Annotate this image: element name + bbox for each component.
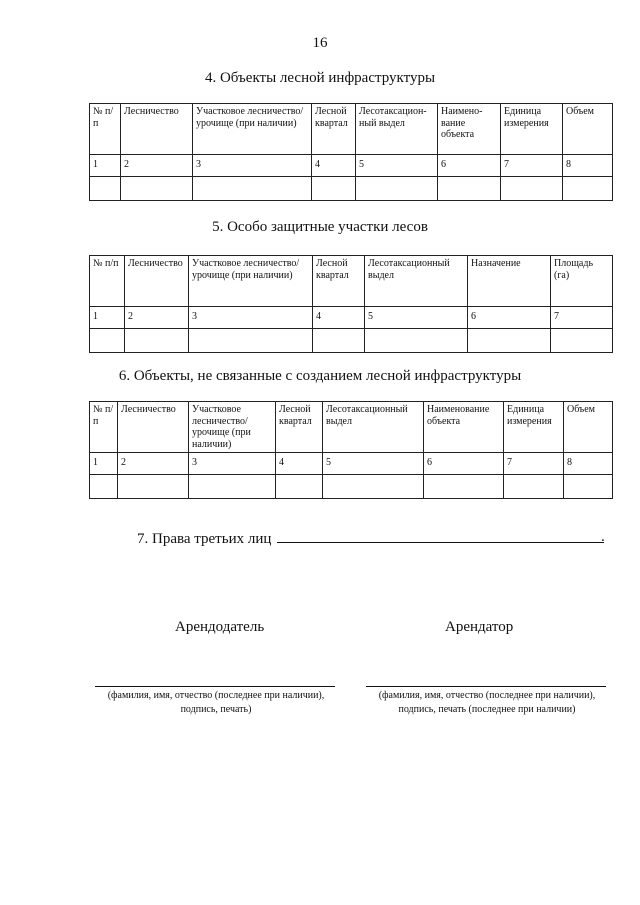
column-number-cell: 3 [189,307,313,329]
column-number-cell: 1 [90,307,125,329]
lessor-title: Арендодатель [175,619,265,635]
header-cell: Участковое лесничество/урочище (при наличии) [189,256,313,307]
empty-cell[interactable] [468,329,551,353]
third-party-rights-period: . [601,529,605,545]
column-number-cell: 1 [90,155,121,177]
header-cell: Единица измерения [504,402,564,453]
header-cell: № п/п [90,256,125,307]
column-number-cell: 6 [424,453,504,475]
header-cell: Лесной квартал [276,402,323,453]
empty-cell[interactable] [365,329,468,353]
column-number-cell: 5 [356,155,438,177]
empty-cell[interactable] [312,177,356,201]
lessor-signature-caption: (фамилия, имя, отчество (последнее при наличии), подпись, печать) [107,690,325,715]
empty-cell[interactable] [121,177,193,201]
header-cell: № п/п [90,104,121,155]
empty-cell[interactable] [501,177,563,201]
empty-cell[interactable] [563,177,613,201]
column-number-row [90,155,613,177]
section-5-title: 5. Особо защитные участки лесов [212,219,428,235]
header-cell: Единица измерения [501,104,563,155]
empty-cell[interactable] [118,475,189,499]
column-number-cell: 2 [118,453,189,475]
column-number-cell: 3 [193,155,312,177]
header-row [90,402,613,453]
header-cell: Наименование объекта [424,402,504,453]
header-cell: Лесничество [118,402,189,453]
empty-cell[interactable] [438,177,501,201]
page-number: 16 [312,35,328,51]
empty-data-row [90,475,613,499]
empty-data-row [90,329,613,353]
empty-cell[interactable] [90,177,121,201]
section-4-title: 4. Объекты лесной инфраструктуры [204,70,436,86]
empty-data-row [90,177,613,201]
column-number-cell: 1 [90,453,118,475]
column-number-cell: 3 [189,453,276,475]
empty-cell[interactable] [504,475,564,499]
lessee-title: Арендатор [445,619,514,635]
column-number-row [90,453,613,475]
empty-cell[interactable] [276,475,323,499]
column-number-cell: 8 [563,155,613,177]
protected-forest-areas-table [89,255,613,353]
column-number-cell: 2 [125,307,189,329]
lessor-signature-line[interactable] [95,686,335,687]
column-number-cell: 7 [551,307,613,329]
header-cell: Наимено-вание объекта [438,104,501,155]
column-number-cell: 7 [501,155,563,177]
empty-cell[interactable] [90,475,118,499]
column-number-row [90,307,613,329]
empty-cell[interactable] [90,329,125,353]
empty-cell[interactable] [313,329,365,353]
column-number-cell: 8 [564,453,613,475]
third-party-rights [137,529,604,548]
column-number-cell: 6 [468,307,551,329]
header-row [90,256,613,307]
header-cell: Лесничество [121,104,193,155]
column-number-cell: 4 [313,307,365,329]
header-cell: Площадь (га) [551,256,613,307]
header-cell: Лесной квартал [312,104,356,155]
header-cell: Лесной квартал [313,256,365,307]
header-cell: Лесотаксацион-ный выдел [356,104,438,155]
header-cell: Участковое лесничество/ урочище (при наличии) [189,402,276,453]
header-row [90,104,613,155]
header-cell: Назначение [468,256,551,307]
column-number-cell: 2 [121,155,193,177]
header-cell: Участковое лесничество/урочище (при наличии) [193,104,312,155]
header-cell: Объем [563,104,613,155]
empty-cell[interactable] [125,329,189,353]
empty-cell[interactable] [193,177,312,201]
empty-cell[interactable] [356,177,438,201]
header-cell: Лесотаксационный выдел [365,256,468,307]
third-party-rights-label: 7. Права третьих лиц [137,531,272,547]
lessee-signature-caption: (фамилия, имя, отчество (последнее при наличии), подпись, печать (последнее при наличии) [378,690,596,715]
header-cell: № п/п [90,402,118,453]
third-party-rights-blank-line[interactable] [277,529,604,543]
empty-cell[interactable] [189,475,276,499]
column-number-cell: 4 [276,453,323,475]
column-number-cell: 4 [312,155,356,177]
column-number-cell: 5 [323,453,424,475]
non-infrastructure-objects-table [89,401,613,499]
empty-cell[interactable] [551,329,613,353]
empty-cell[interactable] [564,475,613,499]
header-cell: Объем [564,402,613,453]
column-number-cell: 7 [504,453,564,475]
column-number-cell: 6 [438,155,501,177]
empty-cell[interactable] [424,475,504,499]
empty-cell[interactable] [323,475,424,499]
empty-cell[interactable] [189,329,313,353]
section-6-title: 6. Объекты, не связанные с созданием лесной инфраструктуры [118,368,522,384]
header-cell: Лесничество [125,256,189,307]
lessee-signature-line[interactable] [366,686,606,687]
header-cell: Лесотаксационный выдел [323,402,424,453]
column-number-cell: 5 [365,307,468,329]
forest-infrastructure-table [89,103,613,201]
